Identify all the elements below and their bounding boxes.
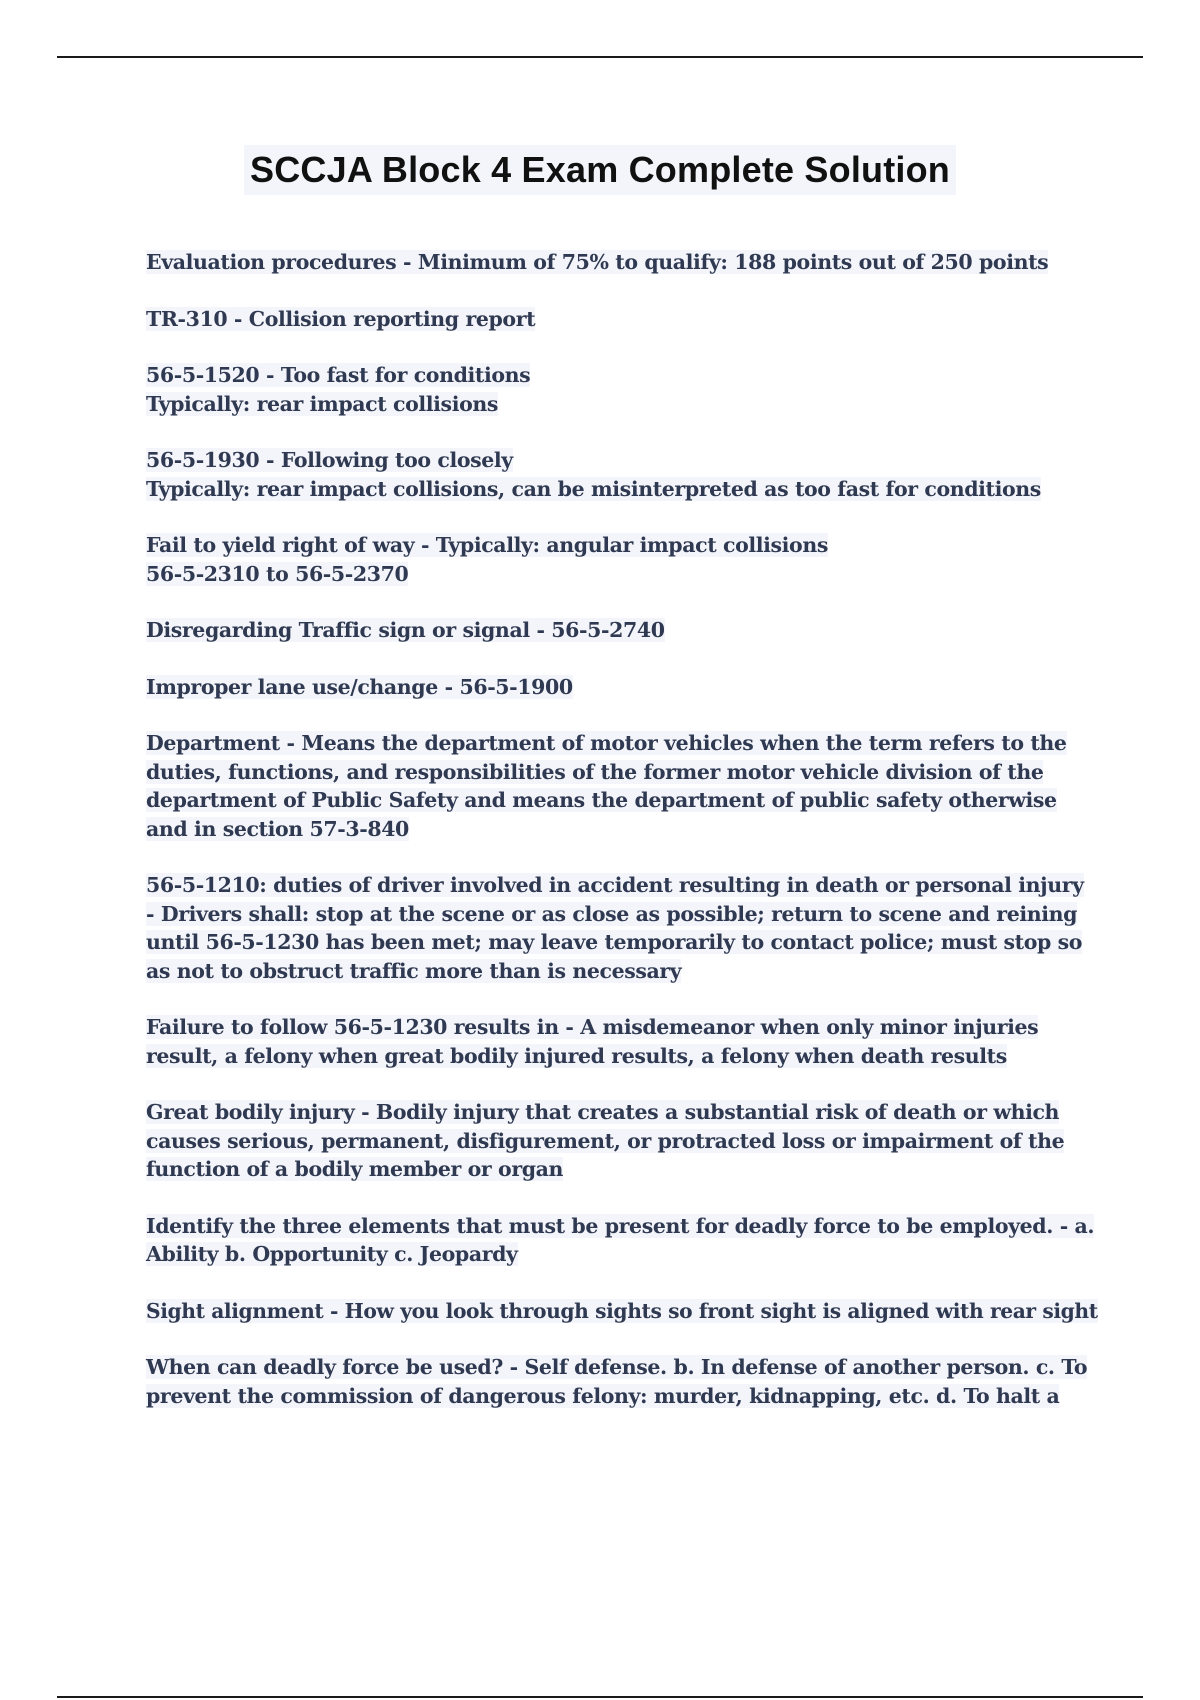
document-body (146, 248, 1096, 1438)
entry-line (146, 446, 1096, 475)
bottom-divider (57, 1696, 1143, 1698)
entry-line (146, 786, 1096, 815)
entry-line-text: result, a felony when great bodily injured results, a felony when death results (146, 1043, 1007, 1068)
document-title: SCCJA Block 4 Exam Complete Solution (244, 145, 956, 195)
entry-line (146, 815, 1096, 844)
entry-line (146, 1042, 1096, 1071)
qa-entry (146, 1297, 1096, 1326)
entry-line (146, 248, 1096, 277)
entry-line-text: 56-5-1520 - Too fast for conditions (146, 363, 531, 387)
entry-line (146, 305, 1096, 334)
entry-line (146, 871, 1096, 900)
entry-line (146, 957, 1096, 986)
entry-line-text: duties, functions, and responsibilities of the former motor vehicle division of the (146, 759, 1044, 784)
entry-line (146, 1127, 1096, 1156)
entry-line-text: TR-310 - Collision reporting report (146, 306, 536, 331)
entry-line (146, 1212, 1096, 1241)
qa-entry (146, 616, 1096, 645)
entry-line-text: Evaluation procedures - Minimum of 75% to qualify: 188 points out of 250 points (146, 250, 1049, 274)
entry-line-text: Sight alignment - How you look through sights so front sight is aligned with rear sight (146, 1298, 1098, 1323)
entry-line-text: Typically: rear impact collisions, can be misinterpreted as too fast for conditions (146, 476, 1041, 501)
entry-line-text: Fail to yield right of way - Typically: angular impact collisions (146, 533, 828, 557)
entry-line (146, 1382, 1096, 1411)
qa-entry (146, 446, 1096, 503)
entry-line-text: Disregarding Traffic sign or signal - 56-5-2740 (146, 618, 665, 642)
entry-line (146, 616, 1096, 645)
entry-line (146, 560, 1096, 589)
entry-line (146, 1013, 1096, 1042)
entry-line-text: 56-5-1210: duties of driver involved in accident resulting in death or personal injury (146, 873, 1084, 897)
entry-line-text: until 56-5-1230 has been met; may leave temporarily to contact police; must stop so (146, 930, 1083, 954)
entry-line-text: Improper lane use/change - 56-5-1900 (146, 674, 573, 699)
entry-line (146, 1240, 1096, 1269)
qa-entry (146, 1212, 1096, 1269)
entry-line (146, 390, 1096, 419)
top-divider (57, 56, 1143, 58)
entry-line-text: prevent the commission of dangerous felony: murder, kidnapping, etc. d. To halt a (146, 1383, 1060, 1408)
qa-entry (146, 871, 1096, 985)
qa-entry (146, 531, 1096, 588)
qa-entry (146, 673, 1096, 702)
qa-entry (146, 361, 1096, 418)
entry-line (146, 475, 1096, 504)
entry-line-text: 56-5-1930 - Following too closely (146, 448, 513, 472)
entry-line (146, 1098, 1096, 1127)
entry-line-text: Ability b. Opportunity c. Jeopardy (146, 1242, 518, 1266)
entry-line (146, 758, 1096, 787)
entry-line (146, 531, 1096, 560)
entry-line (146, 1353, 1096, 1382)
entry-line (146, 361, 1096, 390)
entry-line (146, 673, 1096, 702)
entry-line-text: department of Public Safety and means the department of public safety otherwise (146, 788, 1057, 812)
qa-entry (146, 1013, 1096, 1070)
entry-line-text: Typically: rear impact collisions (146, 391, 499, 416)
entry-line-text: Department - Means the department of motor vehicles when the term refers to the (146, 731, 1067, 755)
entry-line-text: as not to obstruct traffic more than is necessary (146, 958, 682, 983)
entry-line-text: When can deadly force be used? - Self defense. b. In defense of another person. c. To (146, 1355, 1088, 1379)
qa-entry (146, 305, 1096, 334)
entry-line-text: - Drivers shall: stop at the scene or as close as possible; return to scene and reining (146, 901, 1078, 926)
entry-line-text: function of a bodily member or organ (146, 1157, 564, 1181)
title-container (0, 145, 1200, 195)
entry-line-text: Failure to follow 56-5-1230 results in - A misdemeanor when only minor injuries (146, 1015, 1039, 1039)
entry-line-text: Great bodily injury - Bodily injury that creates a substantial risk of death or which (146, 1100, 1060, 1124)
entry-line (146, 1155, 1096, 1184)
qa-entry (146, 1353, 1096, 1410)
entry-line (146, 900, 1096, 929)
entry-line (146, 1297, 1096, 1326)
entry-line-text: causes serious, permanent, disfigurement, or protracted loss or impairment of the (146, 1128, 1065, 1153)
qa-entry (146, 729, 1096, 843)
qa-entry (146, 248, 1096, 277)
entry-line (146, 928, 1096, 957)
entry-line-text: 56-5-2310 to 56-5-2370 (146, 561, 409, 586)
qa-entry (146, 1098, 1096, 1184)
entry-line (146, 729, 1096, 758)
entry-line-text: Identify the three elements that must be present for deadly force to be employed. - a. (146, 1213, 1095, 1238)
entry-line-text: and in section 57-3-840 (146, 816, 409, 841)
